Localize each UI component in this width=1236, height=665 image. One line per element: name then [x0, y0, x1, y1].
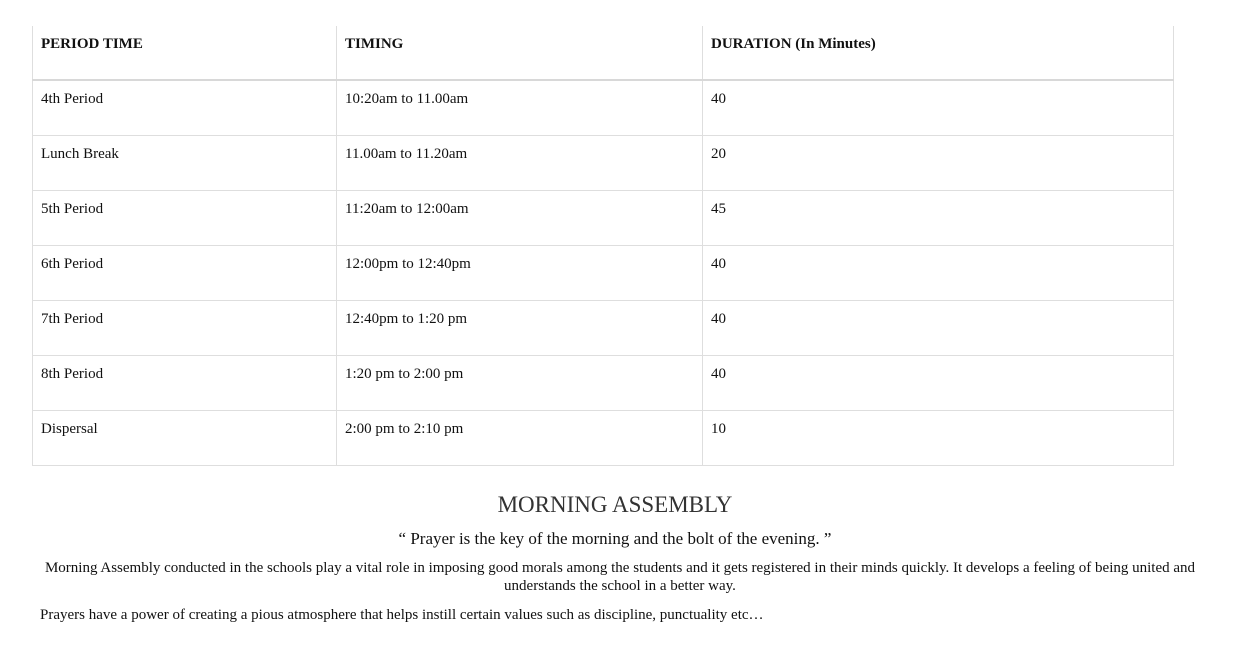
- cell-duration: 40: [703, 355, 1174, 410]
- table-header-row: [33, 26, 1174, 80]
- cell-duration: 20: [703, 135, 1174, 190]
- table-row: [33, 80, 1174, 135]
- cell-timing: 12:40pm to 1:20 pm: [337, 300, 703, 355]
- cell-timing: 1:20 pm to 2:00 pm: [337, 355, 703, 410]
- table-row: [33, 135, 1174, 190]
- morning-assembly-section: [32, 490, 1198, 624]
- cell-period: 5th Period: [33, 190, 337, 245]
- assembly-paragraph: Prayers have a power of creating a pious atmosphere that helps instill certain values such as discipline, punctuality etc…: [40, 607, 764, 623]
- header-period-time: PERIOD TIME: [33, 26, 337, 80]
- section-title: MORNING ASSEMBLY: [497, 492, 733, 517]
- cell-timing: 2:00 pm to 2:10 pm: [337, 410, 703, 465]
- cell-period: Lunch Break: [33, 135, 337, 190]
- table-row: [33, 190, 1174, 245]
- assembly-paragraph: Morning Assembly conducted in the schools play a vital role in imposing good morals among the students and it gets registered in their minds quickly. It develops a feeling of being united and understands the school in a better way.: [44, 560, 1196, 594]
- cell-period: 6th Period: [33, 245, 337, 300]
- schedule-table: [32, 26, 1174, 466]
- cell-period: 4th Period: [33, 80, 337, 135]
- table-row: [33, 410, 1174, 465]
- cell-duration: 40: [703, 300, 1174, 355]
- cell-period: Dispersal: [33, 410, 337, 465]
- table-row: [33, 300, 1174, 355]
- cell-duration: 45: [703, 190, 1174, 245]
- cell-timing: 11:20am to 12:00am: [337, 190, 703, 245]
- table-row: [33, 245, 1174, 300]
- header-timing: TIMING: [337, 26, 703, 80]
- cell-duration: 40: [703, 245, 1174, 300]
- cell-period: 7th Period: [33, 300, 337, 355]
- cell-duration: 10: [703, 410, 1174, 465]
- cell-duration: 40: [703, 80, 1174, 135]
- cell-period: 8th Period: [33, 355, 337, 410]
- cell-timing: 10:20am to 11.00am: [337, 80, 703, 135]
- cell-timing: 12:00pm to 12:40pm: [337, 245, 703, 300]
- assembly-quote: “ Prayer is the key of the morning and the bolt of the evening. ”: [398, 529, 832, 548]
- header-duration: DURATION (In Minutes): [703, 26, 1174, 80]
- table-row: [33, 355, 1174, 410]
- cell-timing: 11.00am to 11.20am: [337, 135, 703, 190]
